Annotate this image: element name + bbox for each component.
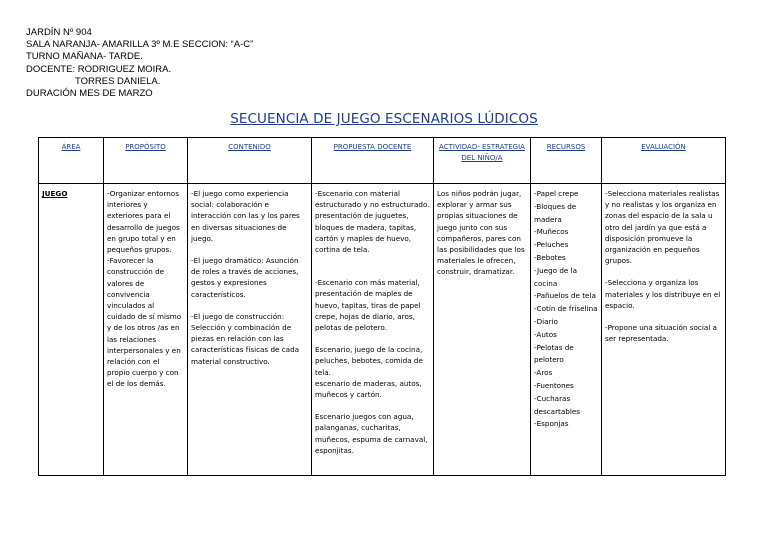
recurso-item: -Diario [534, 316, 558, 326]
cell-propuesta [312, 184, 434, 476]
recurso-item: -Papel crepe [534, 189, 579, 198]
header-school: JARDÍN Nº 904 [26, 27, 92, 38]
contenido-item: -El juego como experiencia social: colaboración e interacción con las y los pares en diversas situaciones de juego. [191, 189, 300, 243]
header-room: SALA NARANJA- AMARILLA 3º M.E SECCION: “A-C” [26, 39, 254, 51]
header-proposito: PROPÓSITO [104, 138, 188, 184]
header-actividad: ACTIVIDAD- ESTRATEGIA DEL NIÑO/A [434, 138, 531, 184]
recurso-item: -Muñecos [534, 227, 569, 237]
contenido-item: -El juego de construcción: Selección y combinación de piezas en relación con las características físicas de cada material constructivo. [191, 311, 300, 366]
cell-recursos [531, 184, 602, 476]
propuesta-item: Escenario, juego de la cocina, peluches, bebotes, comida de tela. escenario de maderas, autos, muñecos y cartón. [315, 345, 423, 400]
recurso-item: -Peluches [534, 240, 569, 250]
header-area: ÁREA [39, 138, 104, 184]
sequence-table [38, 137, 726, 476]
header-duration: DURACIÓN MES DE MARZO [26, 88, 153, 100]
cell-evaluacion [602, 184, 726, 476]
recurso-item: -Aros [534, 368, 553, 378]
document-header [26, 27, 253, 100]
propuesta-item: -Escenario con material estructurado y no estructurado. presentación de juguetes, bloques de madera, tapitas, cartón y maples de huevo, cortina de tela. [315, 189, 430, 255]
header-recursos: RECURSOS [531, 138, 602, 184]
evaluacion-item: -Propone una situación social a ser representada. [605, 323, 717, 344]
recurso-item: -Bebotes [534, 252, 566, 262]
page-title: SECUENCIA DE JUEGO ESCENARIOS LÚDICOS [230, 111, 538, 127]
cell-proposito [104, 184, 188, 476]
recurso-item: -Cucharas descartables [534, 393, 580, 416]
table-header-row [39, 138, 726, 184]
contenido-item: -El juego dramático: Asunción de roles a través de acciones, gestos y expresiones característicos. [191, 256, 299, 299]
header-contenido: CONTENIDO [188, 138, 312, 184]
header-shift: TURNO MAÑANA- TARDE. [26, 51, 143, 63]
recurso-item: -Pañuelos de tela [534, 291, 596, 301]
propuesta-item: -Escenario con más material, presentación de maples de huevo, tapitas, tiras de papel crepe, hojas de diario, aros, pelotas de pelotero. [315, 278, 421, 333]
recurso-item: -Cotín de friselina [534, 304, 598, 314]
cell-actividad [434, 184, 531, 476]
actividad-text: Los niños podrán jugar, explorar y armar sus propias situaciones de juego junto con sus compañeros, pares con las posibilidades que los materiales le ofrecen, construir, dramatizar. [437, 189, 525, 277]
evaluacion-item: -Selecciona y organiza los materiales y los distribuye en el espacio. [605, 278, 721, 310]
recurso-item: -Bloques de madera [534, 201, 577, 224]
evaluacion-item: -Selecciona materiales realistas y no realistas y los organiza en zonas del espacio de la sala u otro del jardín ya que está a disposición promueve la organización en pequeños grupos. [605, 189, 720, 266]
header-teacher-2: TORRES DANIELA. [75, 75, 161, 87]
recurso-item: -Fuentones [534, 380, 574, 390]
cell-contenido [188, 184, 312, 476]
recurso-item: -Juego de la cocina [534, 265, 578, 288]
proposito-text: -Organizar entornos interiores y exteriores para el desarrollo de juegos en grupo total y en pequeños grupos. -Favorecer la construcción de valores de convivencia vinculados al cuidado de sí mismo y de los otros /as en las relaciones interpersonales y en relación con el propio cuerpo y con el de los demás. [107, 189, 182, 389]
recurso-item: -Esponjas [534, 419, 569, 429]
header-evaluacion: EVALUACIÓN [602, 138, 726, 184]
area-value: JUEGO [42, 189, 68, 198]
propuesta-item: Escenario juegos con agua, palanganas, cucharitas, muñecos, espuma de carnaval, esponjitas. [315, 412, 428, 455]
table-row [39, 184, 726, 476]
header-teacher-1: DOCENTE: RODRIGUEZ MOIRA. [26, 63, 172, 75]
header-propuesta: PROPUESTA DOCENTE [312, 138, 434, 184]
recurso-item: -Pelotas de pelotero [534, 342, 574, 365]
recurso-item: -Autos [534, 329, 557, 339]
cell-area [39, 184, 104, 476]
